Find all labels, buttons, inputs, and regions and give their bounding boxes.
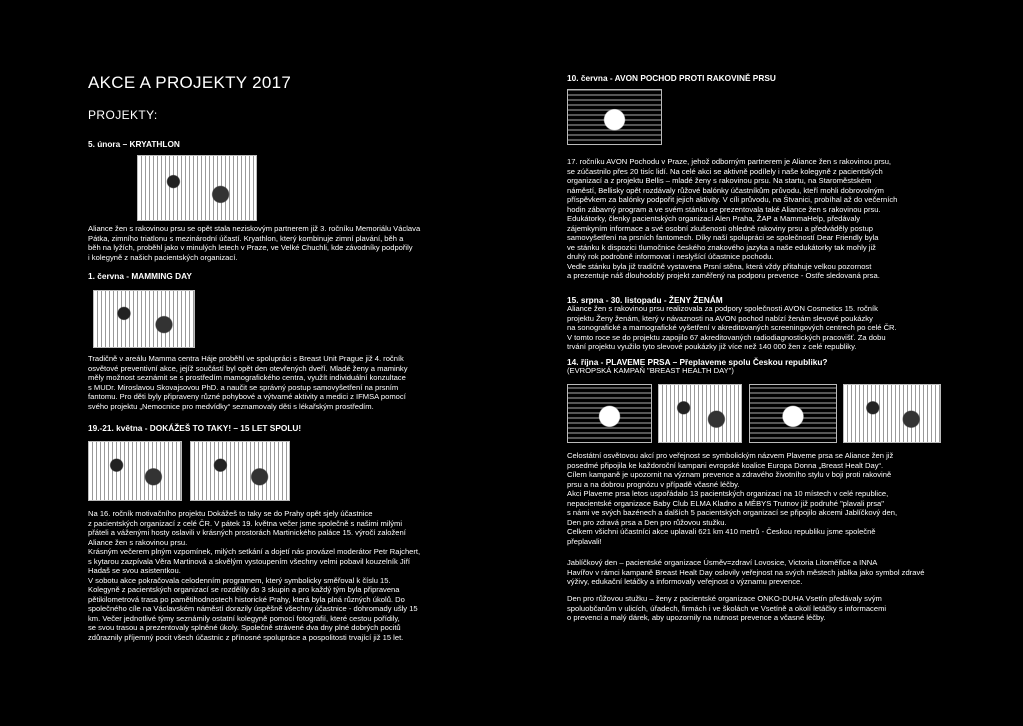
section-title-zeny-zenam: 15. srpna - 30. listopadu - ŽENY ŽENÁM: [567, 295, 723, 305]
section-text-plaveme-prsa: Celostátní osvětovou akcí pro veřejnost se symbolickým názvem Plaveme prsa se Aliance žen již posedmé připojila ke každoroční kampani evropské koalice Europa Donna „Breast Healt Day“. Cílem kampaně je upozornit na význam prevence a zdravého životního stylu v boji proti rakovině prsu a na dobrou prognózu v případě včasné léčby. Akci Plaveme prsa letos uspořádalo 13 pacientských organizací na 10 místech v celé republice, nepacientské organizace Baby Club ELMA Kladno a MĚBYS Trutnov již podruhé "plavali prsa" s námi ve svých bazénech a dalších 5 pacientských organizací se připojilo akcemi Jablíčkový den, Den pro zdravá prsa a Den pro růžovou stužku. Celkem všichni účastníci akce uplavali 621 km 410 metrů - Českou republiku jsme společně přeplavali!: [567, 451, 898, 546]
section-text-avon-pochod: 17. ročníku AVON Pochodu v Praze, jehož odborným partnerem je Aliance žen s rakovinou prsu, se zúčastnilo přes 20 tisíc lidí. Na celé akci se aktivně podílely i naše kolegyně z pacientských organizací a z projektu Bellis – mladé ženy s rakovinou prsu. Na startu, na Staroměstském náměstí, Bellisky opět rozdávaly růžové balónky účastníkům průvodu, kteří mohli dobrovolným příspěvkem za balónky podpořit jejich aktivity. V cíli průvodu, na Štvanici, probíhal až do večerních hodin zábavný program a ve svém stánku se prezentovala také Aliance žen s rakovinou prsu. Edukátorky, členky pacientských organizací Alen Praha, ŽAP a MammaHelp, předávaly zájemkyním informace a své osobní zkušenosti ohledně rakoviny prsu a předváděly postup samovyšetření na prsních fantomech. Díky naší spolupráci se společností Dear Friendly byla ve stánku k dispozici tlumočnice českého znakového jazyka a naše edukátorky tak mohly již druhý rok podrobně informovat i neslyšící účastnice pochodu. Vedle stánku byla již tradičně vystavena Prsní stěna, která vždy přitahuje velkou pozornost a prezentuje náš dlouhodobý projekt zaměřený na podporu prevence - Ostře sledovaná prsa.: [567, 157, 898, 280]
avon-pochod-photo: [567, 89, 662, 145]
section-title-dokazes-to-taky: 19.-21. května - DOKÁŽEŠ TO TAKY! – 15 LET SPOLU!: [88, 423, 302, 433]
plaveme-photo-3: [749, 384, 837, 443]
section-text-ruzova-stuzka: Den pro růžovou stužku – ženy z pacientské organizace ONKO-DUHA Vsetín předávaly svým spoluobčanům v ulicích, úřadech, firmách i ve školách ve Vsetíně a okolí letáčky s informacemi o prevenci a malý dárek, aby upozornily na nutnost prevence a včasné léčby.: [567, 594, 887, 622]
dokazes-photo-1: [88, 441, 182, 501]
section-title-kryathlon: 5. února – KRYATHLON: [88, 139, 180, 149]
mamming-day-photo: [93, 290, 195, 348]
section-title-mamming-day: 1. června - MAMMING DAY: [88, 271, 192, 281]
page-subtitle: PROJEKTY:: [88, 108, 158, 122]
section-title-plaveme-prsa: 14. října - PLAVEME PRSA – Přeplaveme spolu Českou republiku?: [567, 357, 828, 367]
plaveme-photo-4: [843, 384, 941, 443]
section-subtitle-plaveme-prsa: (EVROPSKÁ KAMPAŇ "BREAST HEALTH DAY"): [567, 366, 734, 375]
section-text-dokazes-to-taky: Na 16. ročník motivačního projektu Dokážeš to taky se do Prahy opět sjely účastnice z pacientských organizací z celé ČR. V pátek 19. května večer jsme společně s našimi milými přáteli a váženými hosty oslavili v krásných prostorách Martinického paláce 15. výročí založení Aliance žen s rakovinou prsu. Krásným večerem plným vzpomínek, milých setkání a dojetí nás provázel moderátor Petr Rajchert, s kytarou zazpívala Věra Martinová a skvělým vystoupením všechny velmi pobavil kouzelník Jiří Hadaš se svou asistentkou. V sobotu akce pokračovala celodenním programem, který symbolicky směřoval k číslu 15. Kolegyně z pacientských organizací se rozdělily do 3 skupin a pro každý tým byla připravena pětikilometrová trasa po pamětihodnostech historické Prahy, která byla plná různých úkolů. Do společného cíle na Václavském náměstí dorazily úspěšně všechny účastnice - dohromady ušly 15 km. Večer jednotlivé týmy seznámily ostatní kolegyně pomocí fotografií, které cestou pořídily, se svou trasou a prezentovaly splněné úkoly. Společně strávené dva dny plné dobrých pocitů zdůraznily příjemný pocit všech účastnic z přínosné spolupráce a pospolitosti trvající již 15 let.: [88, 509, 421, 642]
section-text-zeny-zenam: Aliance žen s rakovinou prsu realizovala za podpory společnosti AVON Cosmetics 15. ročník projektu Ženy ženám, který v návaznosti na AVON pochod nabízí ženám slevové poukázky na sonografické a mamografické vyšetření v akreditovaných screeningových centrech po celé ČR. V tomto roce se do projektu zapojilo 67 akreditovaných radiodiagnostických pracovišť. Za dobu trvání projektu využilo tyto slevové poukázky již více než 140 000 žen z celé republiky.: [567, 304, 897, 351]
page-title: AKCE A PROJEKTY 2017: [88, 73, 292, 92]
section-text-mamming-day: Tradičně v areálu Mamma centra Háje proběhl ve spolupráci s Breast Unit Prague již 4. ročník osvětové preventivní akce, jejíž součástí byl opět den otevřených dveří. Mladé ženy a maminky měly možnost seznámit se s prostředím mamografického centra, využít individuální konzultace s MUDr. Miroslavou Skovajsovou PhD. a naučit se správný postup samovyšetření na prsním fantomu. Pro děti byly připraveny různé pohybové a výtvarné aktivity a medici z IFMSA pomocí svého projektu „Nemocnice pro medvídky“ seznamovaly děti s lékařským prostředím.: [88, 354, 408, 411]
section-text-kryathlon: Aliance žen s rakovinou prsu se opět stala neziskovým partnerem již 3. ročníku Memoriálu Václava Pátka, zimního triatlonu s mezinárodní účastí. Kryathlon, který kombinuje zimní plavání, běh a běh na lyžích, proběhl jako v minulých letech v Praze, ve Velké Chuchli, kde závodníky podpořily i kolegyně z našich pacientských organizací.: [88, 224, 421, 262]
kryathlon-photo: [137, 155, 257, 221]
section-title-avon-pochod: 10. června - AVON POCHOD PROTI RAKOVINĚ PRSU: [567, 73, 776, 83]
dokazes-photo-2: [190, 441, 290, 501]
plaveme-photo-2: [658, 384, 742, 443]
plaveme-photo-1: [567, 384, 652, 443]
section-text-jablickovy-den: Jablíčkový den – pacientské organizace Úsměv=zdraví Lovosice, Victoria Litoměřice a INNA Havířov v rámci kampaně Breast Healt Day oslovily veřejnost na svých městech jablka jako symbol zdravé výživy, edukační letáčky a informovaly veřejnost o významu prevence.: [567, 558, 925, 586]
